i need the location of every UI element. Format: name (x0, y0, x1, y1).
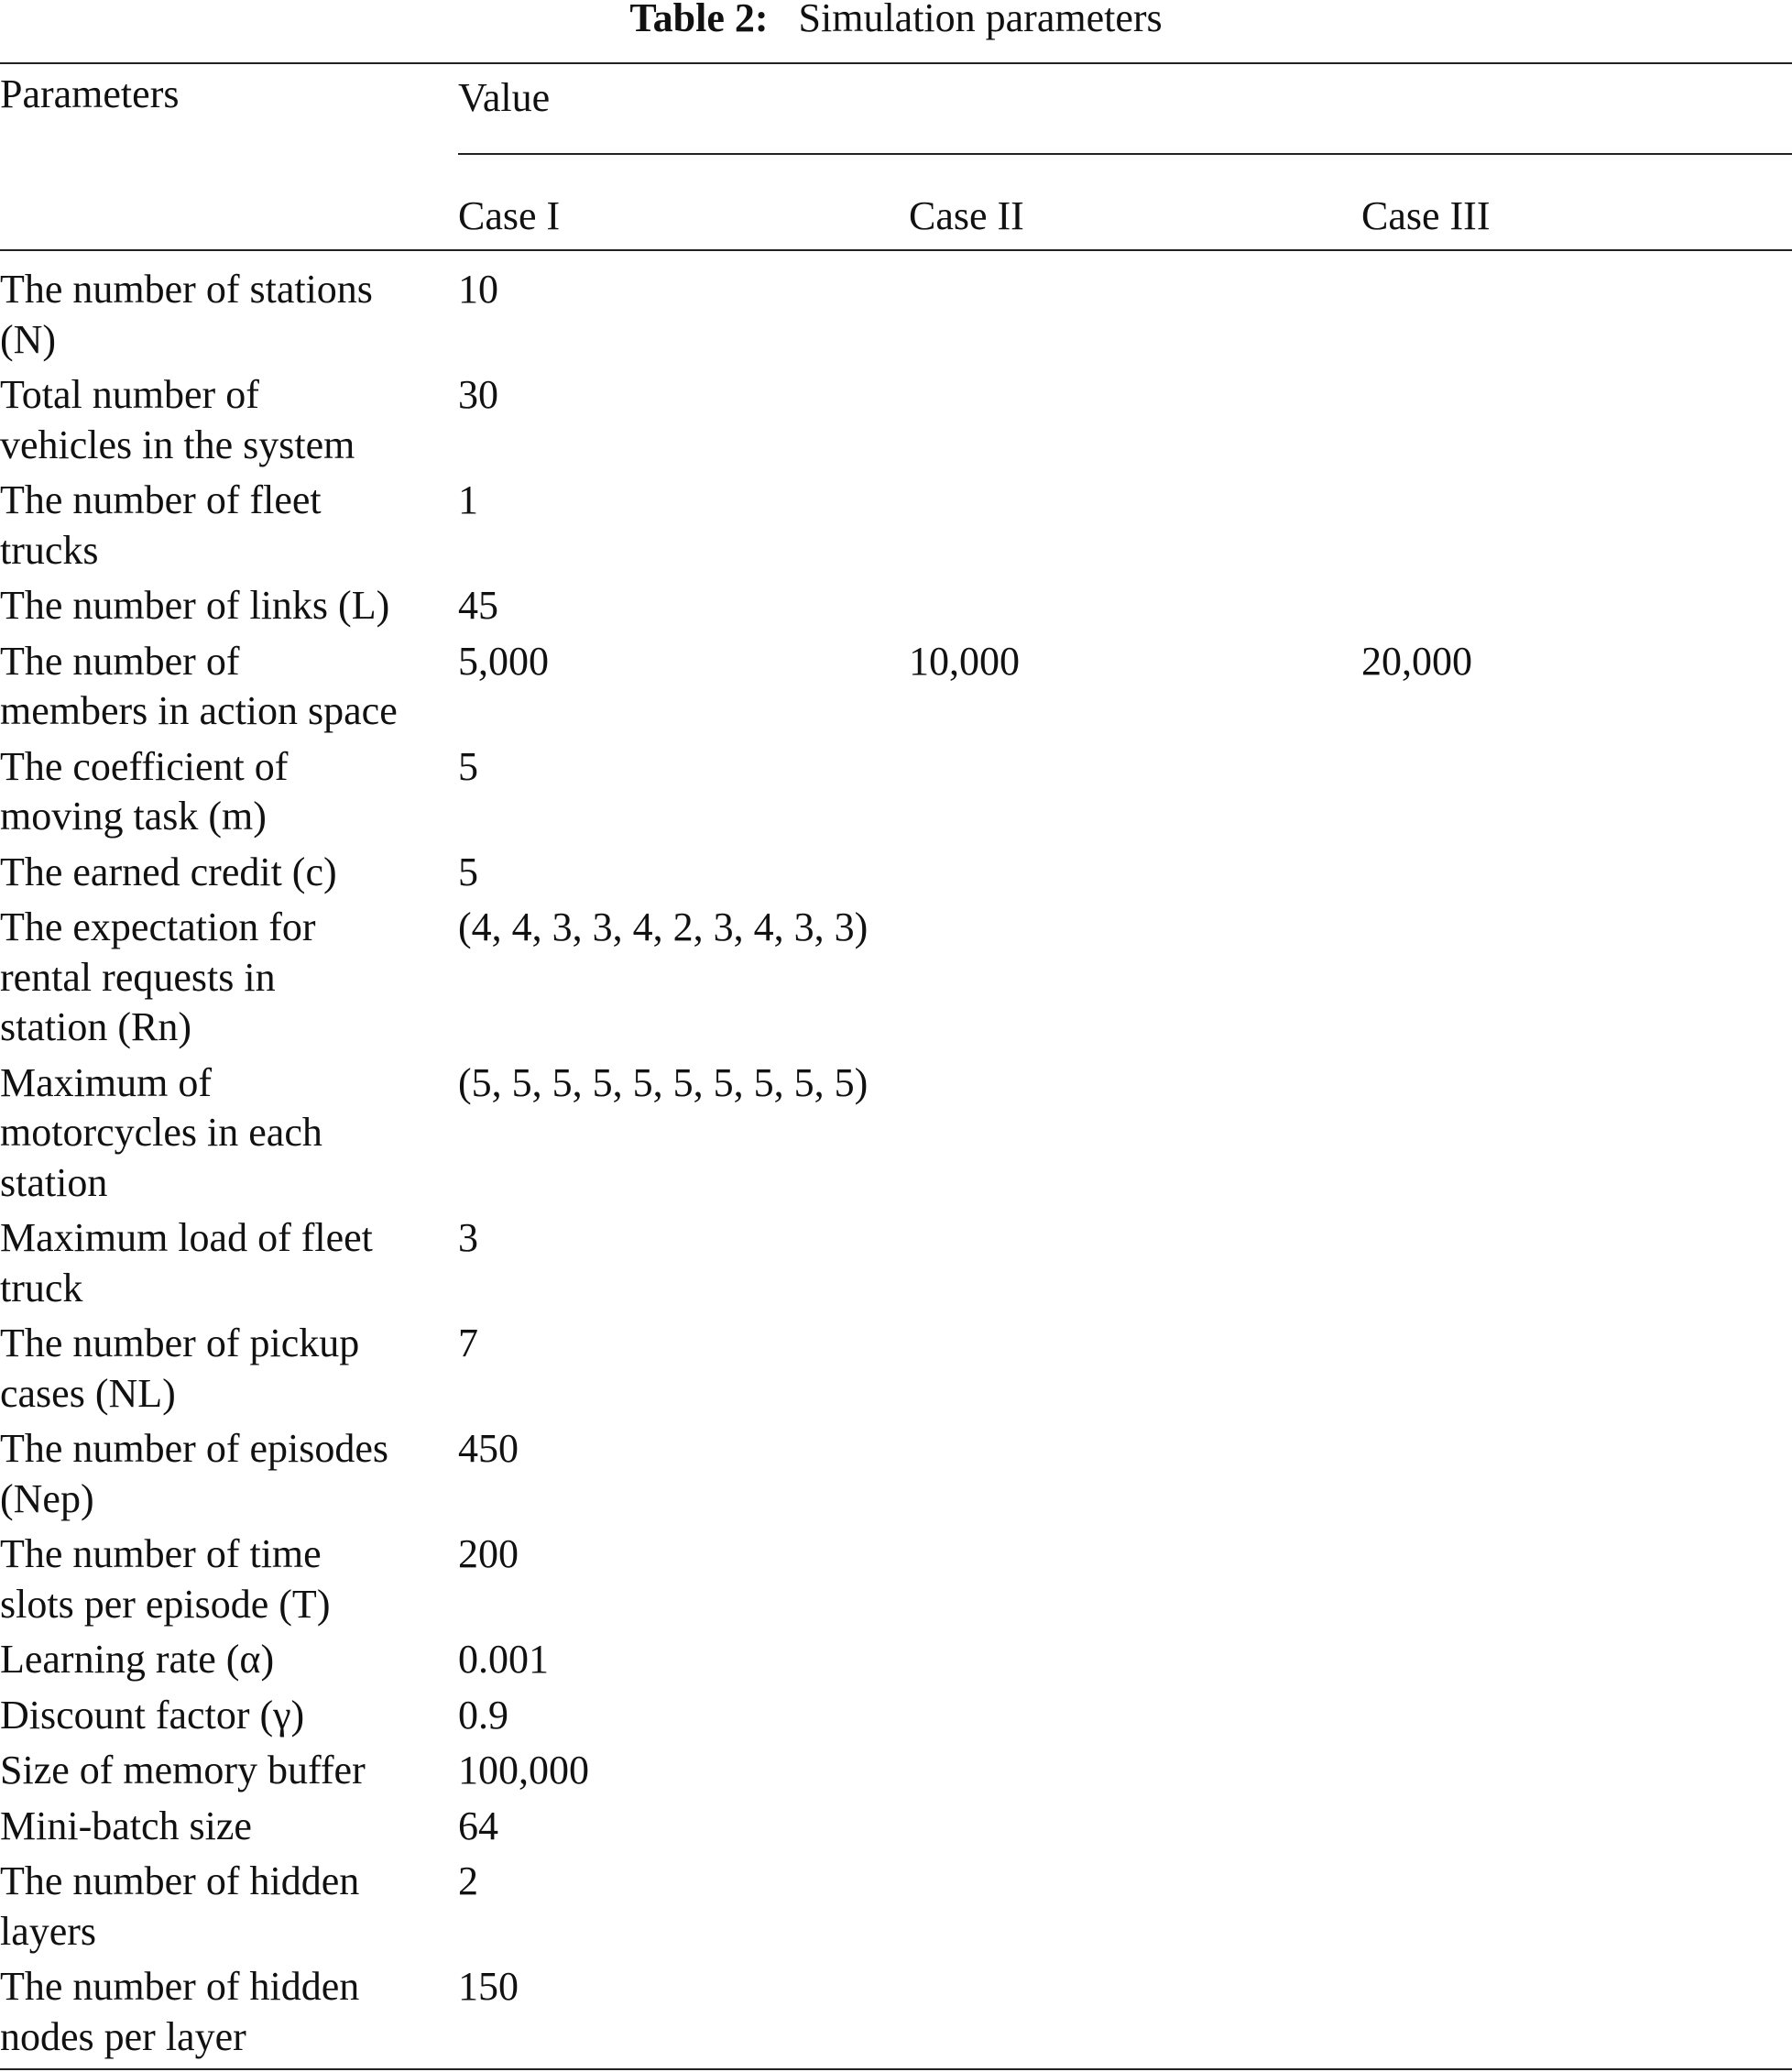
parameter-cell (0, 1691, 440, 1741)
table-row (0, 1319, 1792, 1424)
case-1-value: 5,000 (458, 638, 549, 684)
parameter-text-line: slots per episode (T) (0, 1581, 331, 1627)
parameter-cell (0, 1802, 440, 1852)
header-case-2: Case II (909, 193, 1024, 238)
table-row (0, 581, 1792, 637)
parameter-text-line: Maximum of (0, 1059, 212, 1105)
case-1-value: 30 (458, 372, 498, 417)
parameter-cell (0, 1857, 440, 1957)
parameter-cell (0, 476, 440, 576)
case-1-value: 1 (458, 477, 478, 522)
parameter-cell (0, 1529, 440, 1629)
case-1-value: 5 (458, 743, 478, 789)
case-1-value: 200 (458, 1531, 519, 1576)
parameter-text-line: cases (NL) (0, 1370, 176, 1416)
table-body (0, 265, 1792, 2067)
table-row (0, 1529, 1792, 1635)
parameter-text-line: (N) (0, 316, 57, 362)
case-3-value: 20,000 (1361, 638, 1472, 684)
parameter-text-line: Learning rate (α) (0, 1637, 275, 1682)
case-1-value: 450 (458, 1426, 519, 1471)
table-row (0, 265, 1792, 370)
case-1-value: 100,000 (458, 1748, 589, 1792)
parameter-cell (0, 1319, 440, 1419)
parameter-text-line: The number of stations (0, 267, 373, 312)
case-2-value: 10,000 (909, 638, 1020, 684)
header-case-3: Case III (1361, 193, 1491, 238)
parameter-text-line: Discount factor (γ) (0, 1692, 305, 1738)
parameter-text-line: station (Rn) (0, 1004, 191, 1049)
parameter-text-line: (Nep) (0, 1475, 94, 1521)
parameter-text-line: moving task (m) (0, 794, 267, 839)
bottom-rule (0, 2068, 1792, 2070)
table-row (0, 1213, 1792, 1319)
parameter-text-line: The number of (0, 638, 240, 684)
parameter-cell (0, 1962, 440, 2062)
header-value: Value (458, 75, 551, 120)
case-1-value: 64 (458, 1803, 498, 1848)
table-row (0, 1635, 1792, 1691)
parameter-cell (0, 1058, 440, 1209)
header-case-1: Case I (458, 193, 561, 238)
parameter-cell (0, 637, 440, 737)
parameter-cell (0, 1424, 440, 1524)
case-1-value: 5 (458, 849, 478, 894)
case-1-value: 150 (458, 1964, 519, 2009)
parameter-text-line: truck (0, 1265, 83, 1310)
parameter-text-line: rental requests in (0, 954, 276, 1000)
header-parameters: Parameters (0, 71, 180, 116)
parameter-text-line: Total number of (0, 372, 259, 417)
table-row (0, 1802, 1792, 1858)
table-row (0, 848, 1792, 904)
caption-title: Simulation parameters (798, 0, 1163, 40)
parameter-text-line: Size of memory buffer (0, 1748, 366, 1792)
parameter-text-line: trucks (0, 527, 99, 573)
parameter-text-line: station (0, 1159, 108, 1205)
case-1-value: 0.001 (458, 1637, 549, 1682)
parameter-cell (0, 848, 440, 898)
table-row (0, 1424, 1792, 1529)
parameter-text-line: The number of links (L) (0, 583, 390, 628)
table-row (0, 903, 1792, 1058)
table-row (0, 1746, 1792, 1802)
parameter-cell (0, 1213, 440, 1313)
parameter-cell (0, 265, 440, 365)
parameter-text-line: The earned credit (c) (0, 849, 337, 894)
case-1-value: 45 (458, 583, 498, 628)
parameter-text-line: The number of episodes (0, 1426, 388, 1471)
table-row (0, 1857, 1792, 1962)
table-row (0, 742, 1792, 848)
parameter-text-line: Maximum load of fleet (0, 1215, 373, 1260)
value-subrule (458, 153, 1792, 155)
parameter-cell (0, 1635, 440, 1685)
parameter-text-line: The number of hidden (0, 1964, 360, 2009)
parameter-text-line: The coefficient of (0, 743, 289, 789)
parameter-cell (0, 370, 440, 470)
parameter-cell (0, 581, 440, 631)
header-bottom-rule (0, 249, 1792, 251)
parameter-cell (0, 903, 440, 1053)
case-1-value: (5, 5, 5, 5, 5, 5, 5, 5, 5, 5) (458, 1059, 869, 1105)
table-row (0, 1962, 1792, 2067)
case-1-value: (4, 4, 3, 3, 4, 2, 3, 4, 3, 3) (458, 904, 869, 949)
case-1-value: 2 (458, 1858, 478, 1903)
parameter-text-line: Mini-batch size (0, 1803, 252, 1848)
case-1-value: 7 (458, 1321, 478, 1365)
table-caption (0, 0, 1792, 42)
table-row (0, 1691, 1792, 1747)
caption-label: Table 2: (629, 0, 769, 40)
table-row (0, 637, 1792, 742)
parameter-text-line: The expectation for (0, 904, 316, 949)
table-row (0, 476, 1792, 581)
parameter-text-line: vehicles in the system (0, 422, 355, 467)
parameter-text-line: members in action space (0, 688, 398, 733)
parameter-text-line: motorcycles in each (0, 1110, 322, 1155)
case-1-value: 3 (458, 1215, 478, 1260)
case-1-value: 10 (458, 267, 498, 312)
parameter-text-line: nodes per layer (0, 2013, 246, 2059)
table-row (0, 370, 1792, 476)
parameter-text-line: The number of hidden (0, 1858, 360, 1903)
parameter-text-line: layers (0, 1908, 97, 1954)
table-row (0, 1058, 1792, 1214)
parameter-text-line: The number of time (0, 1531, 322, 1576)
top-rule (0, 62, 1792, 64)
parameter-text-line: The number of pickup (0, 1321, 360, 1365)
parameter-cell (0, 1746, 440, 1796)
parameter-text-line: The number of fleet (0, 477, 322, 522)
case-1-value: 0.9 (458, 1692, 508, 1738)
parameter-cell (0, 742, 440, 842)
